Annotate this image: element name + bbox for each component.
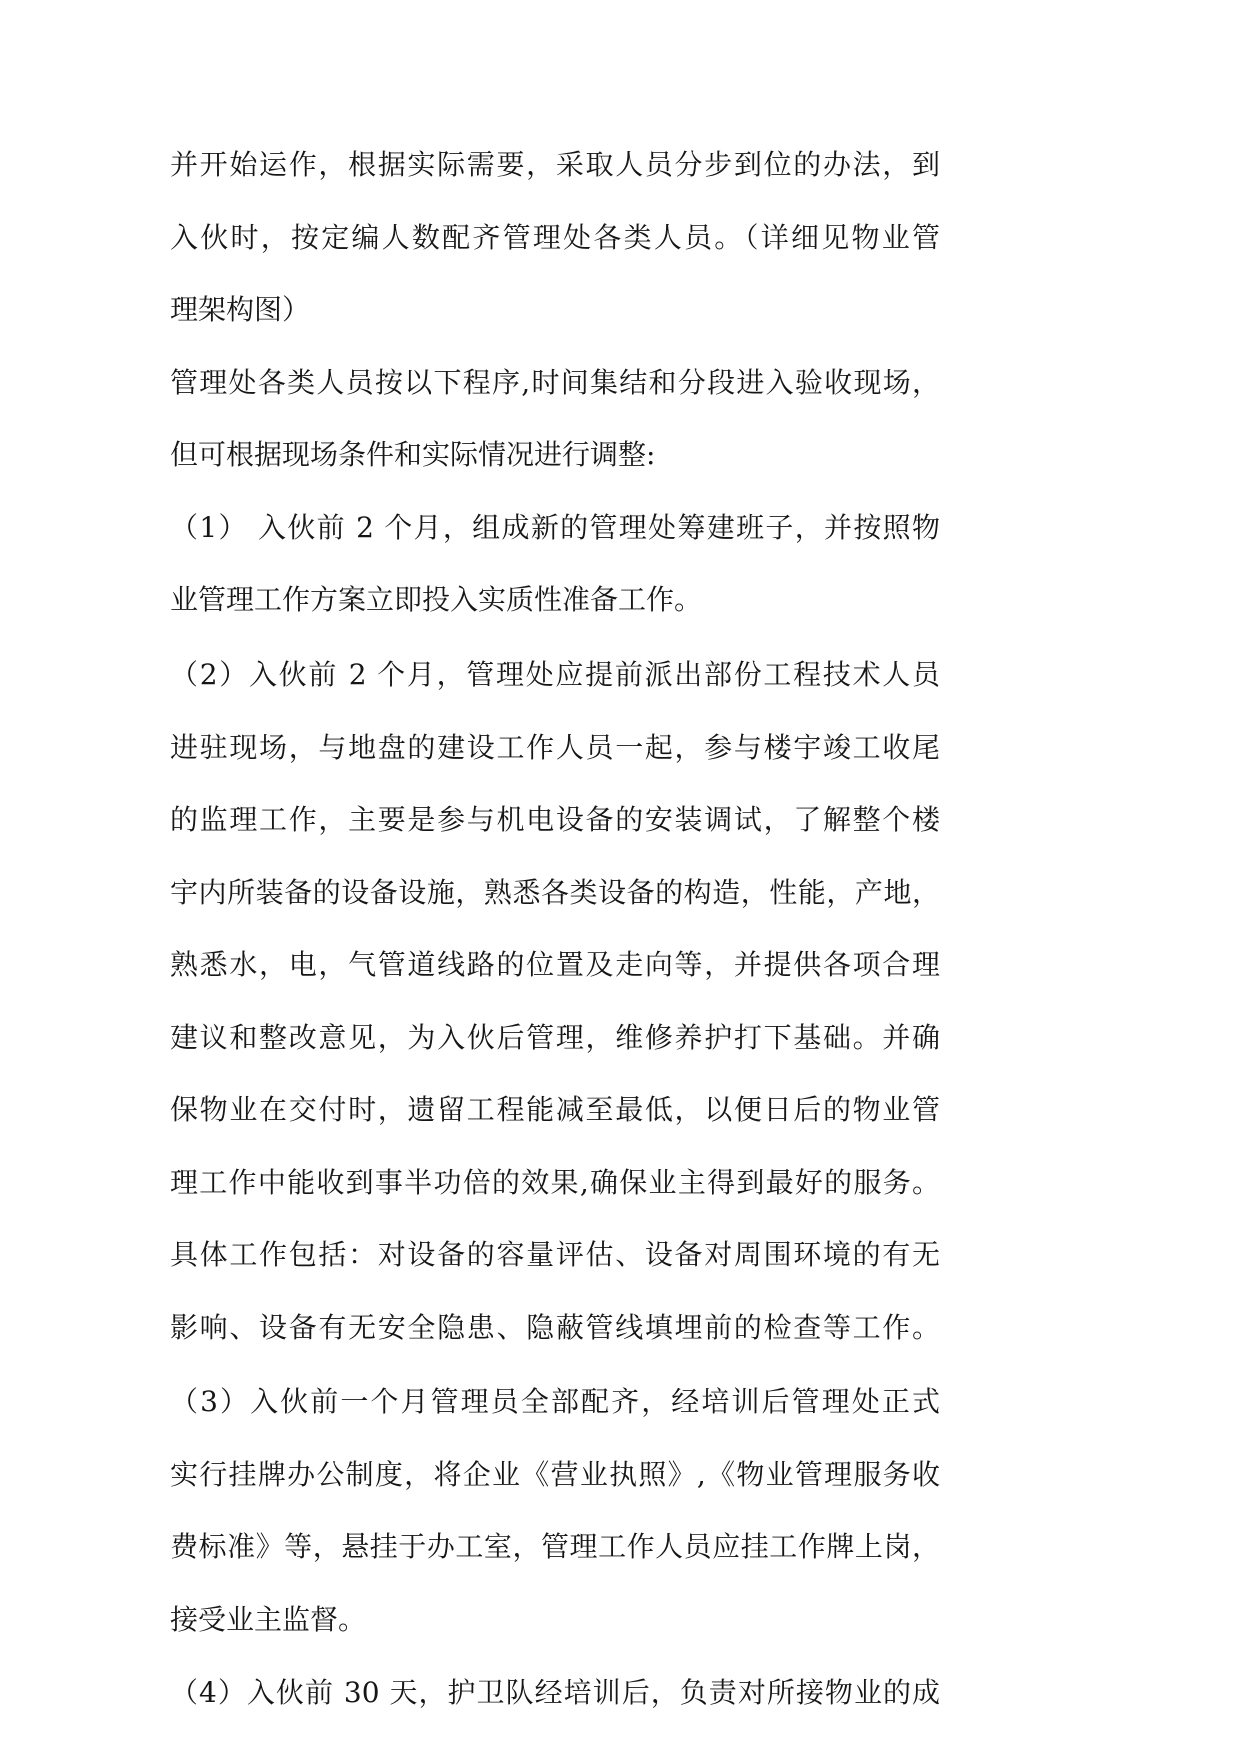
list-item-line: 的监理工作，主要是参与机电设备的安装调试，了解整个楼 bbox=[170, 803, 940, 836]
list-item-line: 保物业在交付时，遗留工程能减至最低，以便日后的物业管 bbox=[170, 1093, 940, 1126]
list-item-line: （4）入伙前 30 天，护卫队经培训后，负责对所接物业的成 bbox=[170, 1676, 940, 1709]
list-item-line: 具体工作包括：对设备的容量评估、设备对周围环境的有无 bbox=[170, 1238, 940, 1271]
list-item-line: 费标准》等，悬挂于办工室，管理工作人员应挂工作牌上岗， bbox=[170, 1530, 940, 1563]
list-item-line: 业管理工作方案立即投入实质性准备工作。 bbox=[170, 583, 703, 616]
list-item-line: 建议和整改意见，为入伙后管理，维修养护打下基础。并确 bbox=[170, 1021, 940, 1054]
list-item-line: 进驻现场，与地盘的建设工作人员一起，参与楼宇竣工收尾 bbox=[170, 731, 940, 764]
list-item-line: （2）入伙前 2 个月，管理处应提前派出部份工程技术人员 bbox=[170, 658, 940, 691]
list-item-line: 影响、设备有无安全隐患、隐蔽管线填埋前的检查等工作。 bbox=[170, 1311, 940, 1344]
text-line: 但可根据现场条件和实际情况进行调整: bbox=[170, 438, 656, 471]
list-item-line: 理工作中能收到事半功倍的效果,确保业主得到最好的服务。 bbox=[170, 1166, 940, 1199]
list-item-line: 熟悉水，电，气管道线路的位置及走向等，并提供各项合理 bbox=[170, 948, 940, 981]
text-line: 并开始运作，根据实际需要，采取人员分步到位的办法，到 bbox=[170, 148, 940, 181]
list-item-line: 宇内所装备的设备设施，熟悉各类设备的构造，性能，产地， bbox=[170, 876, 940, 909]
list-item-line: 实行挂牌办公制度，将企业《营业执照》,《物业管理服务收 bbox=[170, 1458, 940, 1491]
text-line: 入伙时，按定编人数配齐管理处各类人员。（详细见物业管 bbox=[170, 221, 940, 254]
list-item-line: 接受业主监督。 bbox=[170, 1603, 367, 1636]
text-line: 理架构图） bbox=[170, 293, 311, 326]
list-item-line: （3）入伙前一个月管理员全部配齐，经培训后管理处正式 bbox=[170, 1385, 940, 1418]
text-line: 管理处各类人员按以下程序,时间集结和分段进入验收现场， bbox=[170, 366, 940, 399]
list-item-line: （1） 入伙前 2 个月，组成新的管理处筹建班子，并按照物 bbox=[170, 511, 940, 544]
